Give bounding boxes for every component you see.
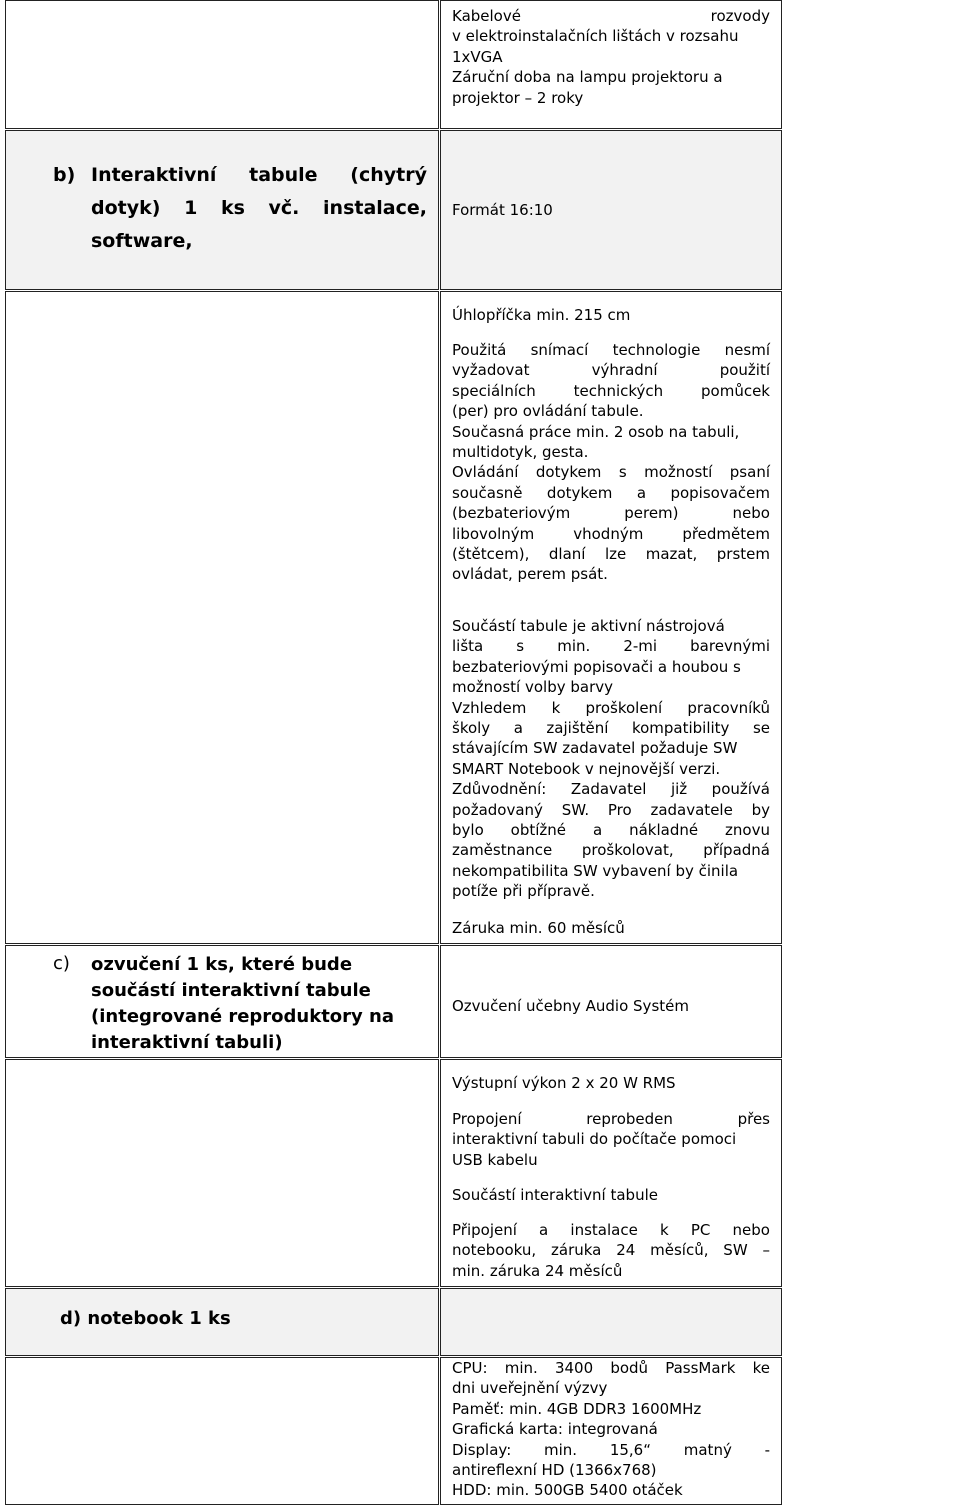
touch-technology-text: Použitá snímací technologie nesmí vyžadovat výhradní použití speciálních technických pomůcek (per) pro ovládání tabule. Současná práce min. 2 osob na tabuli, multidotyk, gesta. Ovládání dotykem s možností psaní současně dotykem a popisovačem (bezbateriovým perem) nebo libovolným vhodným předmětem (štětcem), dlaní lze mazat, prstem ovládat, perem psát.	[452, 341, 770, 584]
audio-system-text: Ozvučení učebny Audio Systém	[452, 997, 689, 1015]
projector-cabling-text: Kabelové rozvody v elektroinstalačních lištách v rozsahu 1xVGA Záruční doba na lampu projektoru a projektor – 2 roky	[452, 7, 770, 107]
cell-left-specs	[5, 291, 439, 944]
item-d-heading: d) notebook 1 ks	[60, 1308, 231, 1329]
format-text: Formát 16:10	[452, 201, 553, 219]
notebook-specs-text: CPU: min. 3400 bodů PassMark ke dni uveřejnění výzvy Paměť: min. 4GB DDR3 1600MHz Grafická karta: integrovaná Display: min. 15,6“ matný - antireflexní HD (1366x768) HDD: min. 500GB 5400 otáček	[452, 1359, 770, 1500]
audio-output-text: Výstupní výkon 2 x 20 W RMS	[452, 1074, 676, 1092]
item-b-heading: Interaktivní tabule (chytrý dotyk) 1 ks vč. instalace, software,	[91, 164, 427, 252]
cell-left-audio	[5, 1059, 439, 1287]
cell-right-d	[440, 1288, 782, 1356]
toolbar-software-text: Součástí tabule je aktivní nástrojová lišta s min. 2-mi barevnými bezbateriovými popisovači a houbou s možností volby barvy Vzhledem k proškolení pracovníků školy a zajištění kompatibility se stávajícím SW zadavatel požaduje SW SMART Notebook v nejnovější verzi. Zdůvodnění: Zadavatel již používá požadovaný SW. Pro zadavatele by bylo obtížné a nákladné znovu zaměstnance proškolovat, případná nekompatibilita SW vybavení by činila potíže při přípravě.	[452, 617, 770, 901]
item-b-marker: b)	[53, 164, 76, 186]
item-c-heading: ozvučení 1 ks, které bude součástí interaktivní tabule (integrované reproduktory na interaktivní tabuli)	[91, 954, 395, 1053]
diagonal-text: Úhlopříčka min. 215 cm	[452, 306, 631, 324]
cell-left-top	[5, 0, 439, 129]
item-c-marker: c)	[53, 953, 70, 974]
audio-connection-text: Propojení reprobeden přes interaktivní tabuli do počítače pomoci USB kabelu	[452, 1110, 770, 1169]
audio-part-text: Součástí interaktivní tabule	[452, 1186, 658, 1204]
warranty-text: Záruka min. 60 měsíců	[452, 919, 625, 937]
cell-left-notebook	[5, 1357, 439, 1505]
installation-text: Připojení a instalace k PC nebo notebooku, záruka 24 měsíců, SW – min. záruka 24 měsíců	[452, 1221, 770, 1280]
